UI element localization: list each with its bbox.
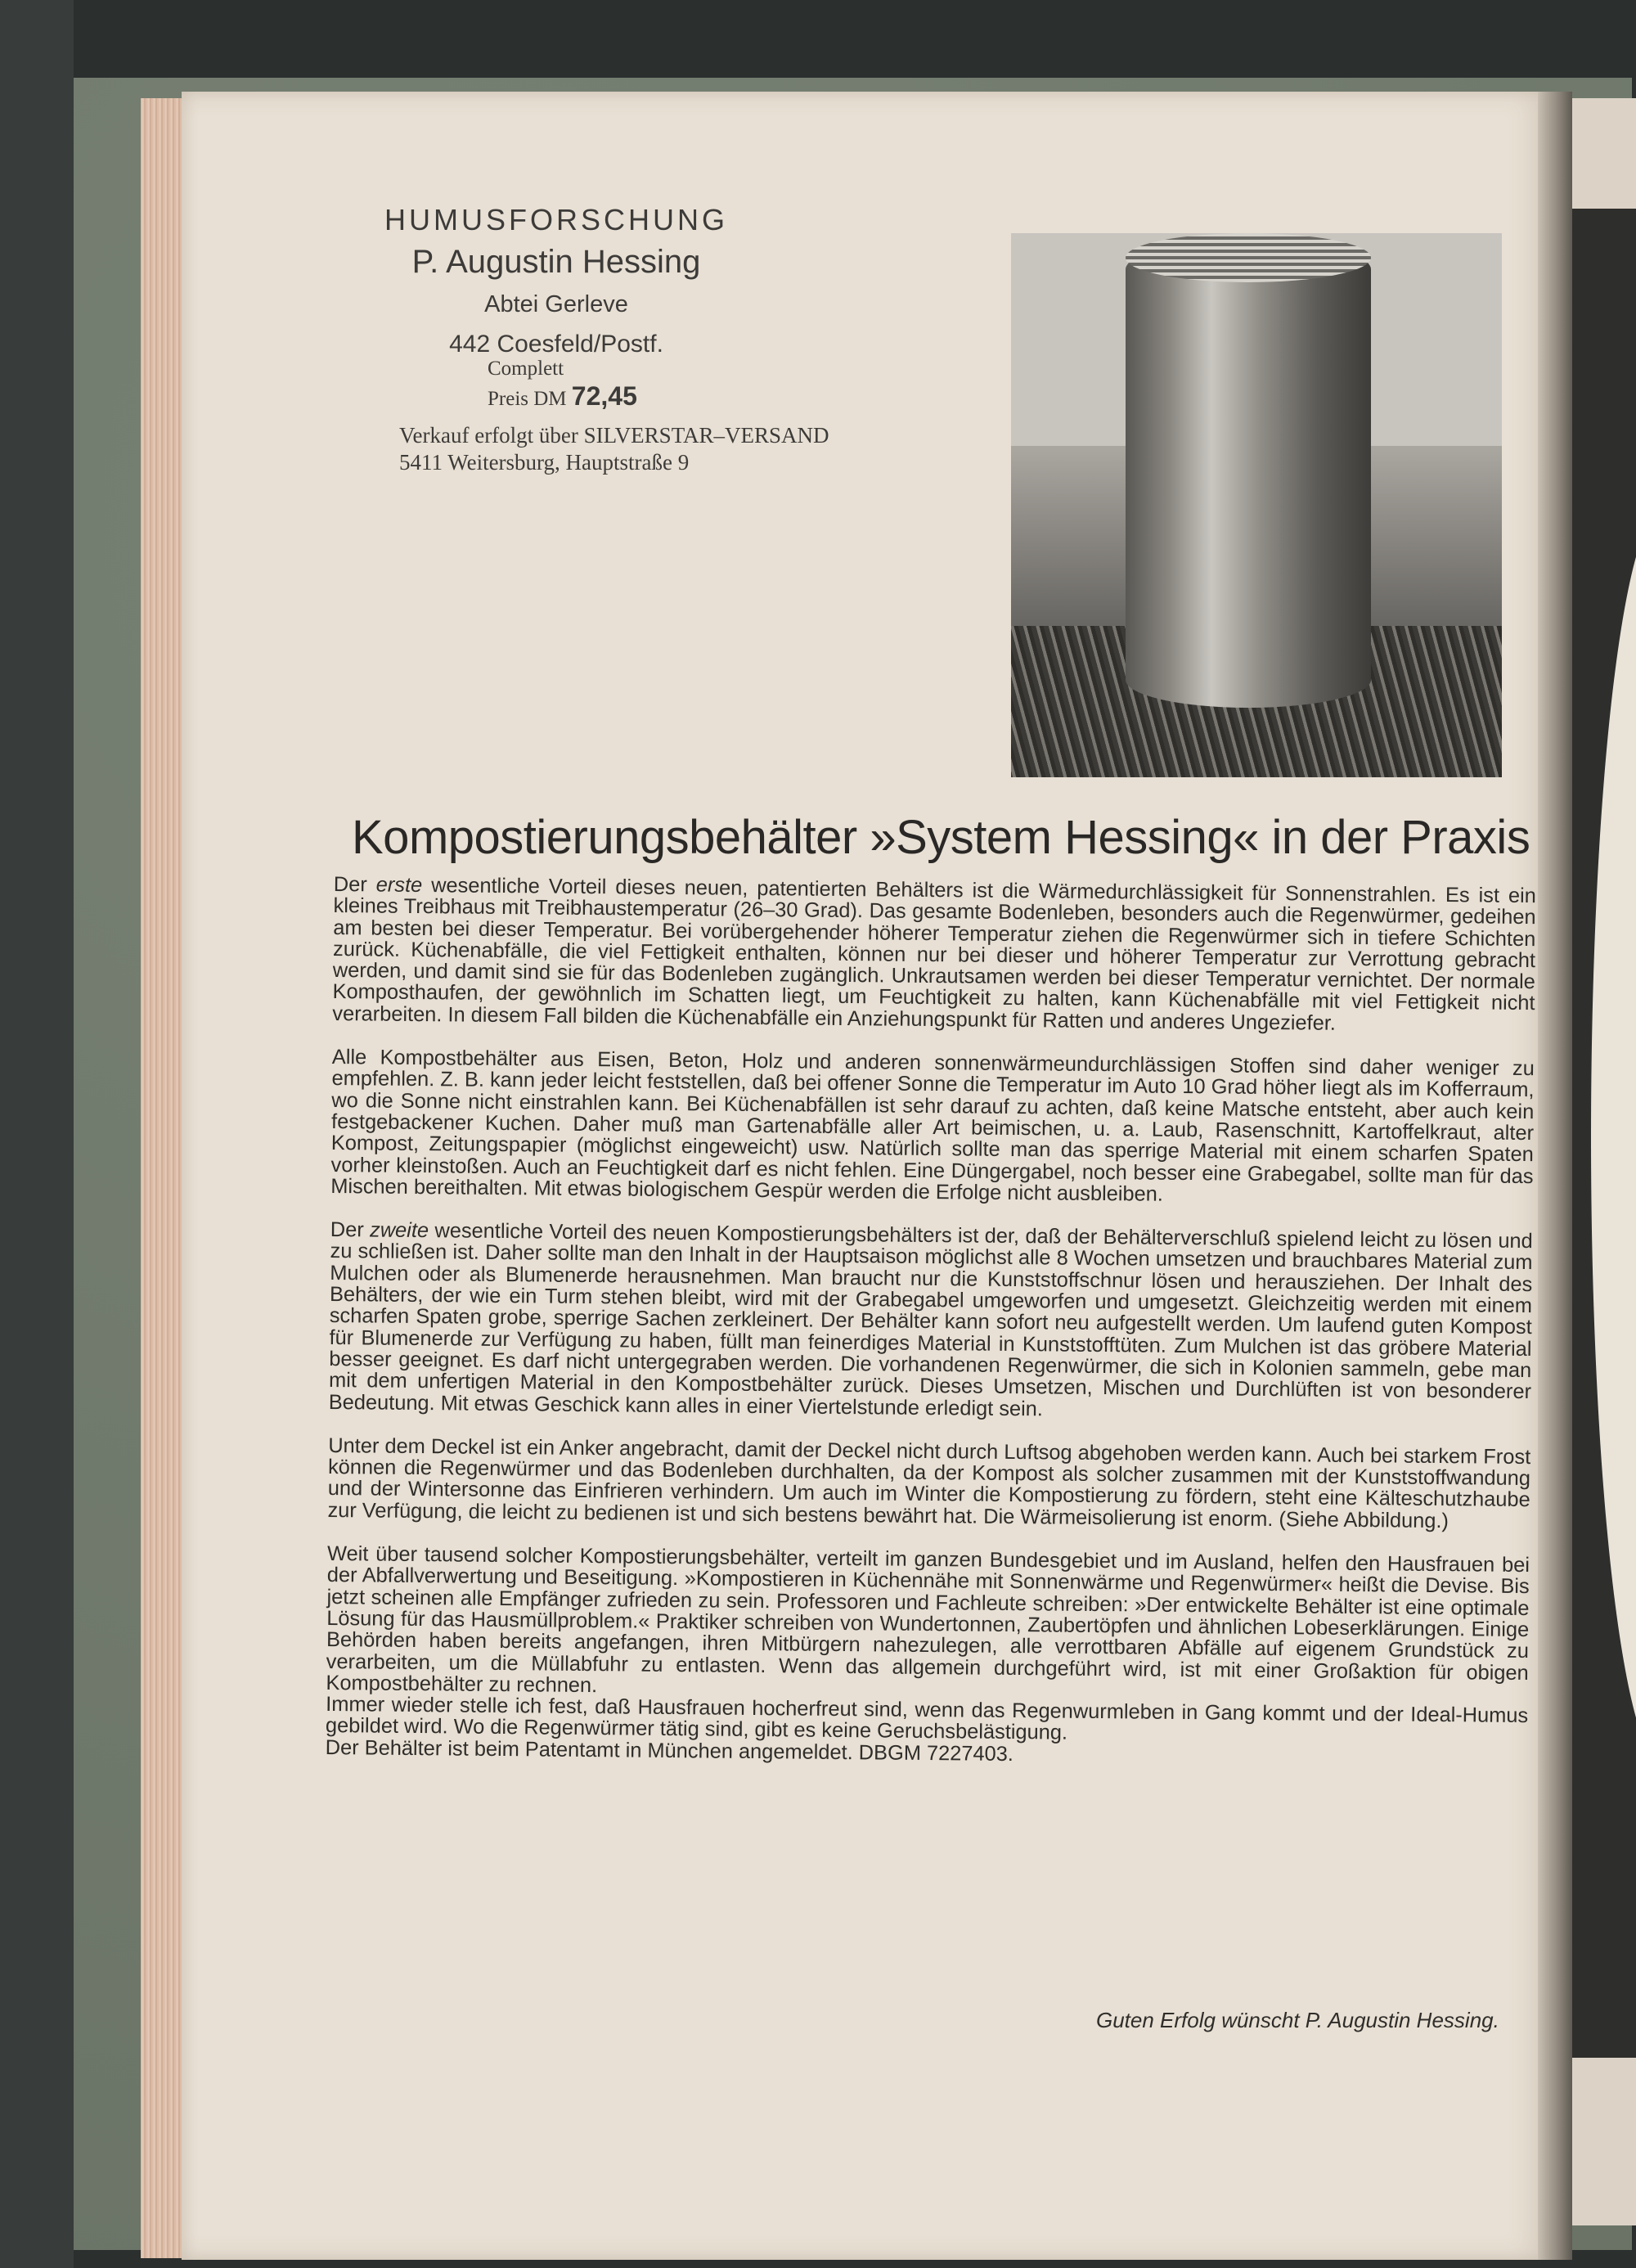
price-label: Preis DM bbox=[488, 388, 567, 410]
paragraph-2: Alle Kompostbehälter aus Eisen, Beton, Holz und anderen sonnenwärmeundurchlässigen Stoffen sind daher weniger zu empfehlen. Z. B. kann jeder leicht feststellen, daß bei offener Sonne die Temperatur im Auto 10 Grad höher liegt als im Kofferraum, wo die Sonne nicht einstrahlen kann. Bei Küchenabfällen ist sehr darauf zu achten, daß keine Matsche entsteht, aber auch kein festgebackener Kuchen. Daher muß man Gartenabfälle aller Art beimischen, u. a. Laub, Rasenschnitt, Kartoffelkraut, alter Kompost, Zeitungspapier (möglichst eingeweicht) usw. Natürlich sollte man das sperrige Material mit einem scharfen Spaten vorher kleinstoßen. Auch an Feuchtigkeit darf es nicht fehlen. Eine Düngergabel, noch besser eine Grabegabel, sollte man für das Mischen bereithalten. Mit etwas biologischem Gespür werden die Erfolge nicht ausbleiben. bbox=[330, 1046, 1535, 1206]
page-gutter bbox=[1538, 92, 1572, 2260]
paragraph-6: Immer wieder stelle ich fest, daß Hausfrauen hocherfreut sind, wenn das Regenwurmleben in Gang kommt und der Ideal-Humus gebildet wird. Wo die Regenwürmer tätig sind, gibt es keine Geruchsbelästigung. bbox=[325, 1693, 1529, 1745]
sale-line: Verkauf erfolgt über SILVERSTAR–VERSAND bbox=[399, 423, 829, 448]
paragraph-3 bbox=[329, 1219, 1533, 1424]
article-title: Kompostierungsbehälter »System Hessing« in der Praxis bbox=[352, 811, 1530, 864]
p5-text: Weit über tausend solcher Kompostierungsbehälter, verteilt im ganzen Bundesgebiet und im Ausland, helfen den Hausfrauen bei der Abfallverwertung und Beseitigung. »Kompostieren in Küchennähe mit Sonnenwärme und Regenwürmer« heißt die Devise. Bis jetzt scheinen alle Empfänger zufrieden zu sein. Professoren und Fachleute schreiben: »Der entwickelte Behälter ist eine optimale Lösung für das Hausmüllproblem.« Praktiker schreiben von Wundertonnen, Zaubertöpfen und ähnlichen Lobeserklärungen. Einige Behörden haben bereits angefangen, ihren Mitbürgern nahezulegen, alle verrottbaren Abfälle auf eigenem Grundstück zu verarbeiten, um die Müllabfuhr zu entlasten. Wenn das allgemein durchgeführt wird, ist mit einer Großaktion für obigen Kompostbehälter zu rechnen. bbox=[326, 1541, 1530, 1697]
article-body bbox=[325, 874, 1536, 1792]
complett-label: Complett bbox=[488, 358, 564, 380]
p1-rest: wesentliche Vorteil dieses neuen, patentierten Behälters ist die Wärmedurchlässigkeit für Sonnenstrahlen. Es ist ein kleines Treibhaus mit Treibhaustemperatur (26–30 Grad). Das gesamte Bodenleben, besonders auch die Regenwürmer, gedeihen am besten bei dieser Temperatur. Bei vorübergehender höherer Temperatur ziehen die Regenwürmer sich in tiefere Schichten zurück. Küchenabfälle, die viel Fettigkeit enthalten, können nur bei dieser und höherer Temperatur zur Verrottung gebracht werden, und damit sind sie für das Bodenleben zugänglich. Unkrautsamen werden bei dieser Temperatur vernichtet. Der normale Komposthaufen, der gewöhnlich im Schatten liegt, um Feuchtigkeit zu halten, kann Küchenabfälle mit viel Fettigkeit nicht verarbeiten. In diesem Fall bilden die Küchenabfälle ein Anziehungspunkt für Ratten und anderes Ungeziefer. bbox=[332, 874, 1536, 1035]
compost-bin-photo bbox=[1011, 233, 1502, 777]
p3-start: Der bbox=[330, 1218, 371, 1242]
paragraph-7: Der Behälter ist beim Patentamt in München angemeldet. DBGM 7227403. bbox=[325, 1735, 1014, 1766]
sale-address: 5411 Weitersburg, Hauptstraße 9 bbox=[399, 450, 690, 475]
abbey: Abtei Gerleve bbox=[484, 291, 628, 317]
paragraph-4: Unter dem Deckel ist ein Anker angebracht, damit der Deckel nicht durch Luftsog abgehoben werden kann. Auch bei starkem Frost können die Regenwürmer und das Bodenleben durchhalten, da der Kompost als solcher zusammen mit der Kunststoffwandung und der Wintersonne das Einfrieren verhindern. Um auch im Winter die Kompostierung zu fördern, steht eine Kälteschutzhaube zur Verfügung, die leicht zu bedienen ist und sich bestens bewährt hat. Die Wärmeisolierung ist enorm. (Siehe Abbildung.) bbox=[327, 1433, 1531, 1532]
book-spine-shadow bbox=[0, 0, 74, 2268]
price-value: 72,45 bbox=[571, 381, 637, 411]
author-name: P. Augustin Hessing bbox=[411, 244, 701, 280]
price bbox=[488, 381, 637, 412]
signature: Guten Erfolg wünscht P. Augustin Hessing. bbox=[1096, 2008, 1499, 2032]
postal-address: 442 Coesfeld/Postf. bbox=[449, 331, 663, 358]
p3-rest: wesentliche Vorteil des neuen Kompostierungsbehälters ist der, daß der Behälterverschluß spielend leicht zu lösen und zu schließen ist. Daher sollte man den Inhalt in der Hauptsaison möglichst alle 8 Wochen umsetzen und brauchbares Material zum Mulchen oder als Blumenerde herausnehmen. Man braucht nur die Kunststoffschnur lösen und herausziehen. Der Inhalt des Behälters, der wie ein Turm stehen bleibt, wird mit der Grabegabel umgeworfen und umgesetzt. Gleichzeitig werden mit einem scharfen Spaten grobe, sperrige Sachen zerkleinert. Der Behälter kann sofort neu aufgestellt werden. Um laufend guten Kompost für Blumenerde zur Verfügung zu haben, füllt man feinerdiges Material in Kunststofftüten. Zum Mulchen ist das gröbere Material besser geeignet. Es darf nicht untergegraben werden. Die vorhandenen Regenwürmer, die sich in Kolonien sammeln, gebe man mit dem unfertigen Material in den Kompostbehälter zurück. Dieses Umsetzen, Mischen und Durchlüften ist von besonderer Bedeutung. Mit etwas Geschick kann alles in einer Viertelstunde erledigt sein. bbox=[328, 1219, 1533, 1420]
photo-bin bbox=[1126, 241, 1371, 708]
paragraph-5 bbox=[326, 1543, 1530, 1705]
p1-emphasis: erste bbox=[375, 873, 423, 898]
p3-emphasis: zweite bbox=[369, 1218, 429, 1243]
p1-start: Der bbox=[333, 873, 376, 897]
paragraph-1 bbox=[332, 874, 1536, 1036]
photo-bin-lid bbox=[1126, 233, 1371, 282]
org-name: HUMUSFORSCHUNG bbox=[384, 203, 728, 236]
